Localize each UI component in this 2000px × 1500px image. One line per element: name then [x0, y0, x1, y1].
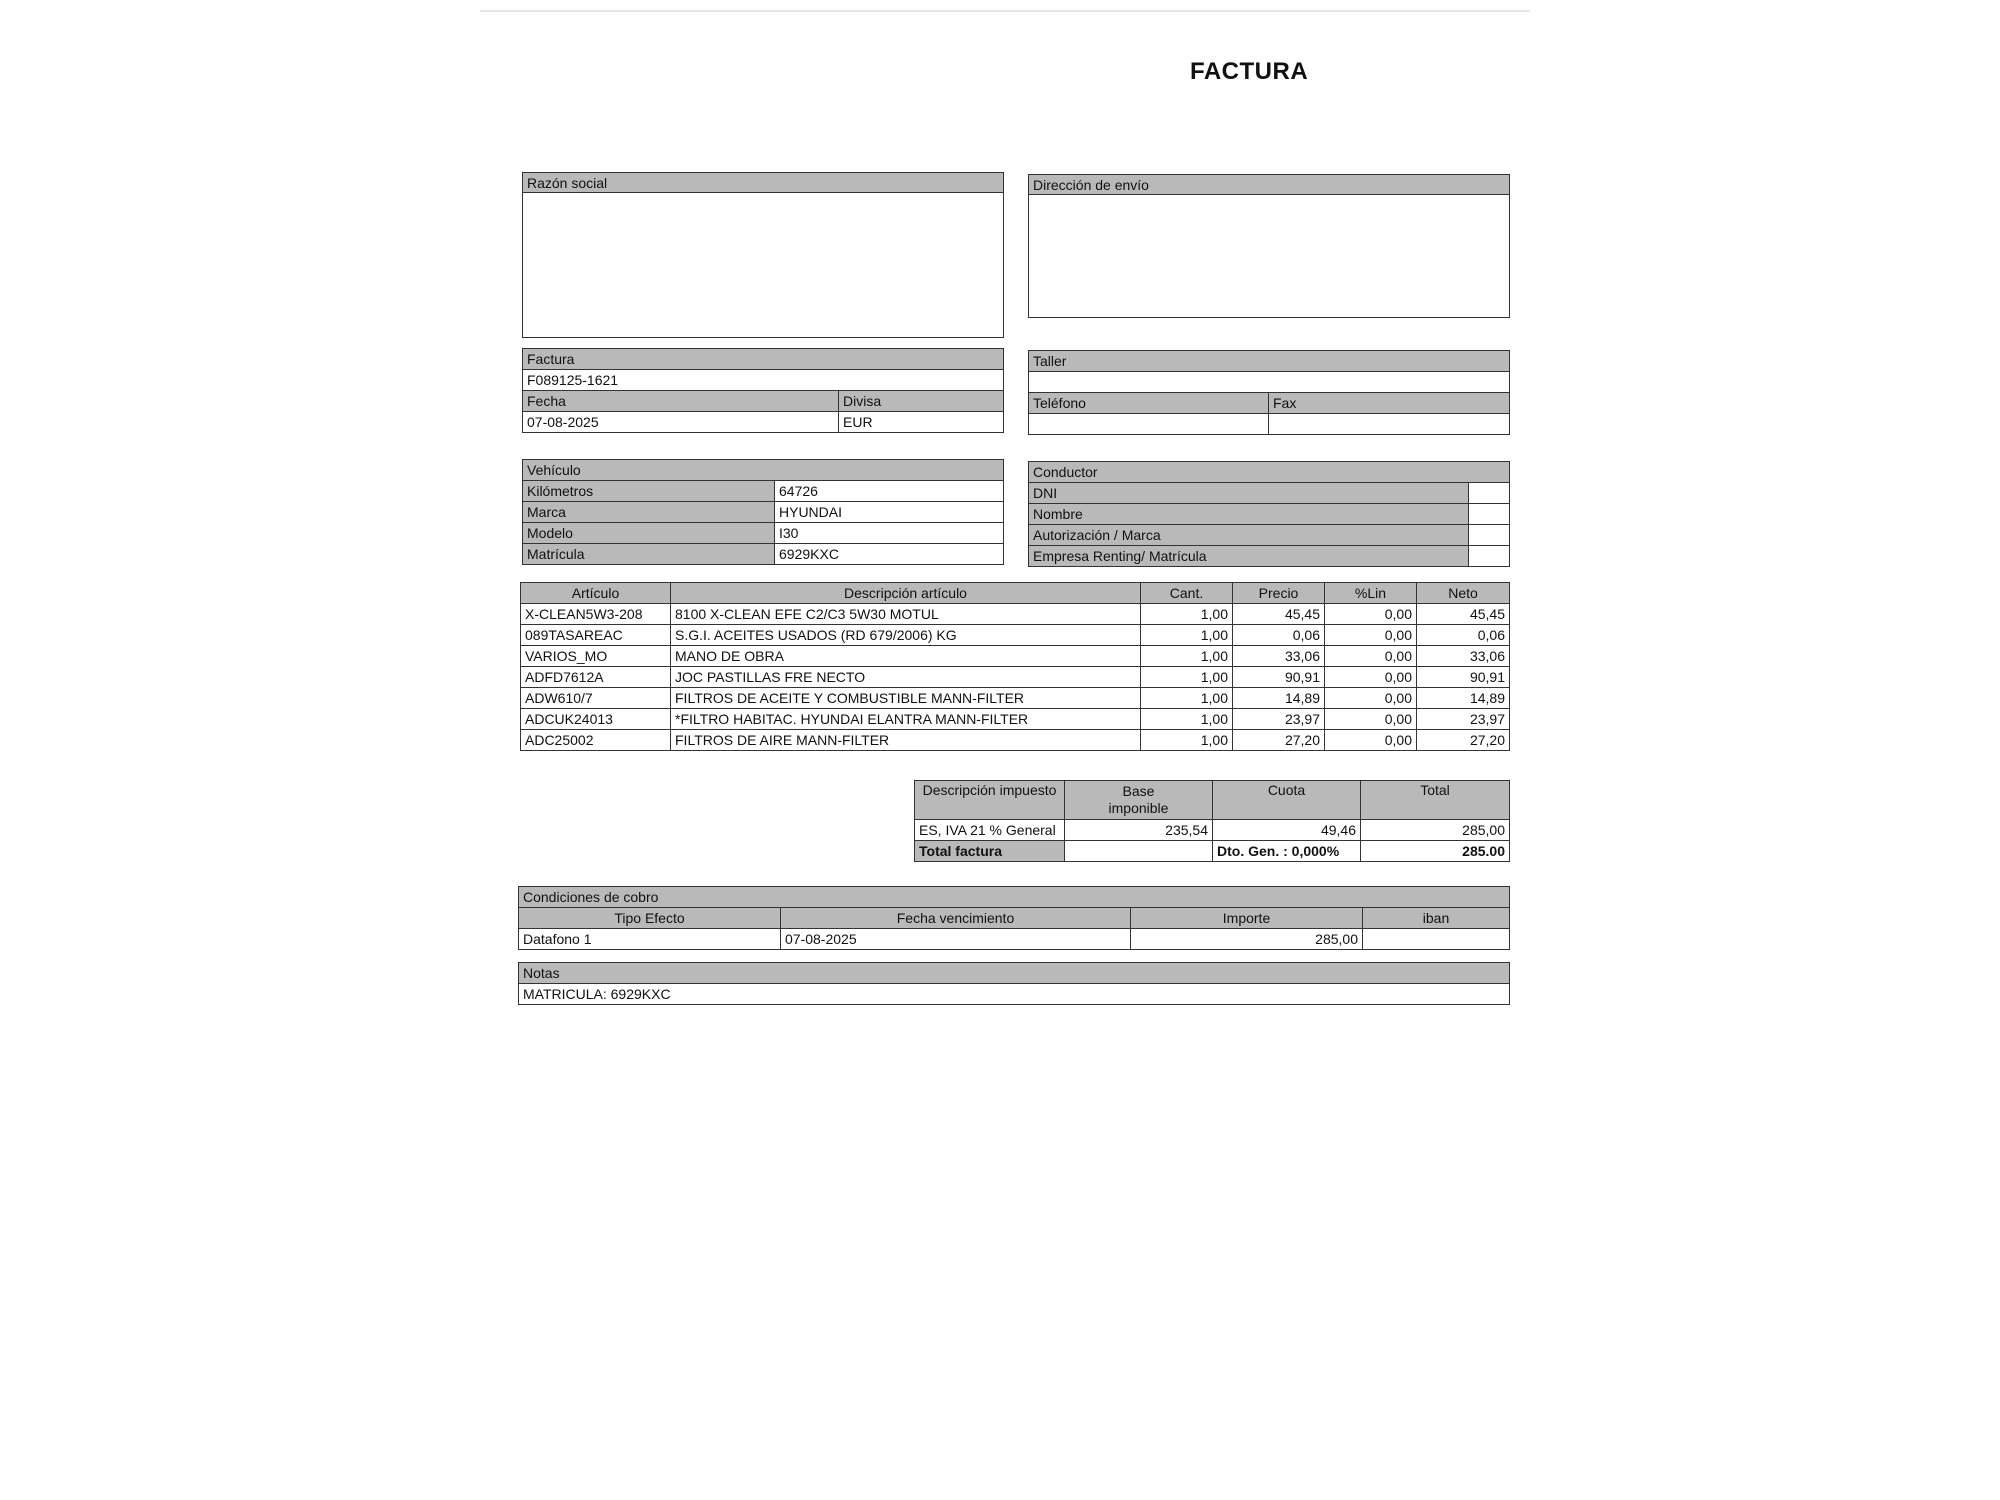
item-descripcion: JOC PASTILLAS FRE NECTO: [671, 667, 1141, 688]
item-cant: 1,00: [1141, 709, 1233, 730]
vehicle-label: Vehículo: [523, 460, 1004, 481]
notes-value: MATRICULA: 6929KXC: [519, 984, 1510, 1005]
item-articulo: ADCUK24013: [521, 709, 671, 730]
direccion-envio-label: Dirección de envío: [1029, 175, 1509, 195]
document-title: FACTURA: [1190, 58, 1309, 85]
item-lin: 0,00: [1325, 667, 1417, 688]
razon-social-box: [522, 172, 1004, 338]
payment-fecha: 07-08-2025: [781, 929, 1131, 950]
table-row: [521, 730, 1510, 751]
fecha-value: 07-08-2025: [523, 412, 839, 433]
driver-block: [1028, 461, 1510, 567]
item-cant: 1,00: [1141, 730, 1233, 751]
item-lin: 0,00: [1325, 730, 1417, 751]
item-neto: 27,20: [1417, 730, 1510, 751]
item-lin: 0,00: [1325, 709, 1417, 730]
item-precio: 14,89: [1233, 688, 1325, 709]
col-articulo: Artículo: [521, 583, 671, 604]
item-articulo: ADC25002: [521, 730, 671, 751]
item-cant: 1,00: [1141, 625, 1233, 646]
item-cant: 1,00: [1141, 604, 1233, 625]
payment-col-iban: iban: [1363, 908, 1510, 929]
table-row: [521, 604, 1510, 625]
vehicle-block: [522, 459, 1004, 565]
factura-number: F089125-1621: [523, 370, 1004, 391]
factura-label: Factura: [523, 349, 1004, 370]
workshop-block: [1028, 350, 1510, 435]
driver-dni-value: [1469, 483, 1510, 504]
tax-col-base-line1: Base: [1122, 783, 1155, 799]
total-factura-label: Total factura: [915, 841, 1065, 862]
driver-autorizacion-value: [1469, 525, 1510, 546]
item-descripcion: S.G.I. ACEITES USADOS (RD 679/2006) KG: [671, 625, 1141, 646]
discount-value: Dto. Gen. : 0,000%: [1213, 841, 1361, 862]
item-lin: 0,00: [1325, 604, 1417, 625]
telefono-label: Teléfono: [1029, 393, 1269, 414]
taller-value: [1029, 372, 1510, 393]
col-neto: Neto: [1417, 583, 1510, 604]
item-precio: 33,06: [1233, 646, 1325, 667]
driver-dni-label: DNI: [1029, 483, 1469, 504]
total-factura-row: [915, 841, 1510, 862]
vehicle-km-value: 64726: [775, 481, 1004, 502]
item-descripcion: MANO DE OBRA: [671, 646, 1141, 667]
tax-summary: [914, 780, 1510, 862]
item-lin: 0,00: [1325, 688, 1417, 709]
taller-label: Taller: [1029, 351, 1510, 372]
tax-col-base-line2: imponible: [1108, 800, 1169, 816]
vehicle-modelo-value: I30: [775, 523, 1004, 544]
item-neto: 23,97: [1417, 709, 1510, 730]
notes-label: Notas: [519, 963, 1510, 984]
item-descripcion: FILTROS DE AIRE MANN-FILTER: [671, 730, 1141, 751]
item-lin: 0,00: [1325, 625, 1417, 646]
item-neto: 45,45: [1417, 604, 1510, 625]
divisa-value: EUR: [839, 412, 1004, 433]
razon-social-label: Razón social: [523, 173, 1003, 193]
table-row: [521, 667, 1510, 688]
table-row: [521, 646, 1510, 667]
item-precio: 23,97: [1233, 709, 1325, 730]
item-lin: 0,00: [1325, 646, 1417, 667]
item-descripcion: FILTROS DE ACEITE Y COMBUSTIBLE MANN-FILTER: [671, 688, 1141, 709]
vehicle-matricula-label: Matrícula: [523, 544, 775, 565]
invoice-block: [522, 348, 1004, 433]
items-table: [520, 582, 1510, 751]
total-factura-value: 285.00: [1361, 841, 1510, 862]
table-row: [521, 688, 1510, 709]
col-descripcion: Descripción artículo: [671, 583, 1141, 604]
item-neto: 14,89: [1417, 688, 1510, 709]
col-cant: Cant.: [1141, 583, 1233, 604]
item-precio: 27,20: [1233, 730, 1325, 751]
vehicle-marca-value: HYUNDAI: [775, 502, 1004, 523]
item-cant: 1,00: [1141, 688, 1233, 709]
col-precio: Precio: [1233, 583, 1325, 604]
driver-renting-value: [1469, 546, 1510, 567]
vehicle-matricula-value: 6929KXC: [775, 544, 1004, 565]
item-neto: 33,06: [1417, 646, 1510, 667]
tax-col-total: Total: [1361, 781, 1510, 820]
total-factura-blank: [1065, 841, 1213, 862]
driver-nombre-value: [1469, 504, 1510, 525]
driver-nombre-label: Nombre: [1029, 504, 1469, 525]
payment-col-fecha: Fecha vencimiento: [781, 908, 1131, 929]
item-neto: 90,91: [1417, 667, 1510, 688]
fecha-label: Fecha: [523, 391, 839, 412]
item-neto: 0,06: [1417, 625, 1510, 646]
payment-col-importe: Importe: [1131, 908, 1363, 929]
payment-iban: [1363, 929, 1510, 950]
vehicle-modelo-label: Modelo: [523, 523, 775, 544]
tax-col-base: [1065, 781, 1213, 820]
tax-base: 235,54: [1065, 820, 1213, 841]
item-precio: 0,06: [1233, 625, 1325, 646]
driver-label: Conductor: [1029, 462, 1510, 483]
item-articulo: X-CLEAN5W3-208: [521, 604, 671, 625]
tax-header-row: [915, 781, 1510, 820]
col-lin: %Lin: [1325, 583, 1417, 604]
direccion-envio-box: [1028, 174, 1510, 318]
payment-tipo: Datafono 1: [519, 929, 781, 950]
item-cant: 1,00: [1141, 646, 1233, 667]
item-precio: 45,45: [1233, 604, 1325, 625]
payment-header-row: [519, 908, 1510, 929]
item-articulo: VARIOS_MO: [521, 646, 671, 667]
fax-value: [1269, 414, 1510, 435]
payment-importe: 285,00: [1131, 929, 1363, 950]
table-row: [521, 625, 1510, 646]
fax-label: Fax: [1269, 393, 1510, 414]
item-cant: 1,00: [1141, 667, 1233, 688]
tax-total: 285,00: [1361, 820, 1510, 841]
vehicle-marca-label: Marca: [523, 502, 775, 523]
telefono-value: [1029, 414, 1269, 435]
item-articulo: ADFD7612A: [521, 667, 671, 688]
tax-descripcion: ES, IVA 21 % General: [915, 820, 1065, 841]
payment-block: [518, 886, 1510, 950]
item-articulo: ADW610/7: [521, 688, 671, 709]
item-precio: 90,91: [1233, 667, 1325, 688]
items-header-row: [521, 583, 1510, 604]
item-descripcion: 8100 X-CLEAN EFE C2/C3 5W30 MOTUL: [671, 604, 1141, 625]
item-articulo: 089TASAREAC: [521, 625, 671, 646]
driver-renting-label: Empresa Renting/ Matrícula: [1029, 546, 1469, 567]
notes-block: [518, 962, 1510, 1005]
payment-row: [519, 929, 1510, 950]
driver-autorizacion-label: Autorización / Marca: [1029, 525, 1469, 546]
tax-cuota: 49,46: [1213, 820, 1361, 841]
tax-col-descripcion: Descripción impuesto: [915, 781, 1065, 820]
tax-col-cuota: Cuota: [1213, 781, 1361, 820]
divisa-label: Divisa: [839, 391, 1004, 412]
page-top-edge: [480, 10, 1530, 12]
vehicle-km-label: Kilómetros: [523, 481, 775, 502]
item-descripcion: *FILTRO HABITAC. HYUNDAI ELANTRA MANN-FILTER: [671, 709, 1141, 730]
payment-label: Condiciones de cobro: [519, 887, 1510, 908]
tax-row: [915, 820, 1510, 841]
table-row: [521, 709, 1510, 730]
payment-col-tipo: Tipo Efecto: [519, 908, 781, 929]
